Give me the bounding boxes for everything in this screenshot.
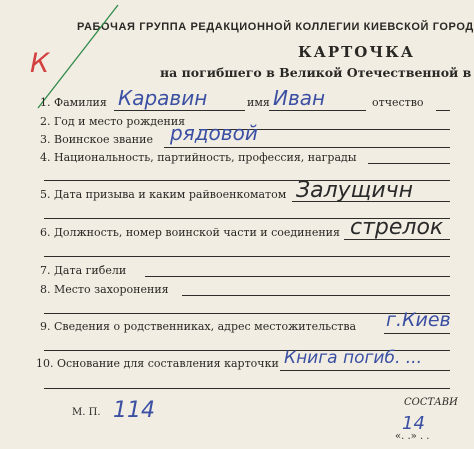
surname-line xyxy=(114,110,245,111)
basis-extra-line xyxy=(44,388,450,389)
relatives-line xyxy=(384,333,450,334)
date-value: 14 xyxy=(402,413,425,434)
position-extra-line xyxy=(44,256,450,257)
draft-label: 5. Дата призыва и каким райвоенкоматом xyxy=(40,188,287,201)
compiled-label: СОСТАВИ xyxy=(404,397,458,408)
name-line xyxy=(269,110,366,111)
position-label: 6. Должность, номер воинской части и соединения xyxy=(40,226,340,239)
rank-line xyxy=(164,147,450,148)
death-date-label: 7. Дата гибели xyxy=(40,264,127,277)
nationality-line xyxy=(368,163,450,164)
death-date-line xyxy=(145,276,450,277)
green-margin-stroke xyxy=(38,5,118,108)
nationality-label: 4. Национальность, партийность, профессия, награды xyxy=(40,151,357,164)
mp-label: М. П. xyxy=(72,407,101,418)
card-title: КАРТОЧКА xyxy=(298,43,415,61)
card-subtitle: на погибшего в Великой Отечественной в xyxy=(160,65,472,80)
name-label: имя xyxy=(247,96,270,109)
surname-value: Каравин xyxy=(118,86,208,110)
red-margin-mark: К xyxy=(30,48,50,79)
rank-value: рядовой xyxy=(170,121,258,145)
relatives-label: 9. Сведения о родственниках, адрес местожительства xyxy=(40,320,357,333)
org-header: РАБОЧАЯ ГРУППА РЕДАКЦИОННОЙ КОЛЛЕГИИ КИЕВСКОЙ ГОРОД xyxy=(77,21,474,33)
draft-value: Залущичн xyxy=(296,178,414,203)
name-value: Иван xyxy=(273,86,326,110)
basis-label: 10. Основание для составления карточки xyxy=(36,357,279,370)
position-value: стрелок xyxy=(350,215,444,240)
mp-value: 114 xyxy=(113,398,155,423)
burial-label: 8. Место захоронения xyxy=(40,283,169,296)
basis-line xyxy=(280,370,450,371)
rank-label: 3. Воинское звание xyxy=(40,133,153,146)
burial-line xyxy=(182,295,450,296)
patronymic-line xyxy=(436,110,450,111)
date-text: «. .» . . xyxy=(395,431,430,442)
relatives-value: г.Киев xyxy=(386,309,451,331)
birth-label: 2. Год и место рождения xyxy=(40,115,186,128)
basis-value: Книга погиб. ... xyxy=(284,348,422,368)
patronymic-label: отчество xyxy=(372,96,424,109)
surname-label: 1. Фамилия xyxy=(40,96,107,109)
